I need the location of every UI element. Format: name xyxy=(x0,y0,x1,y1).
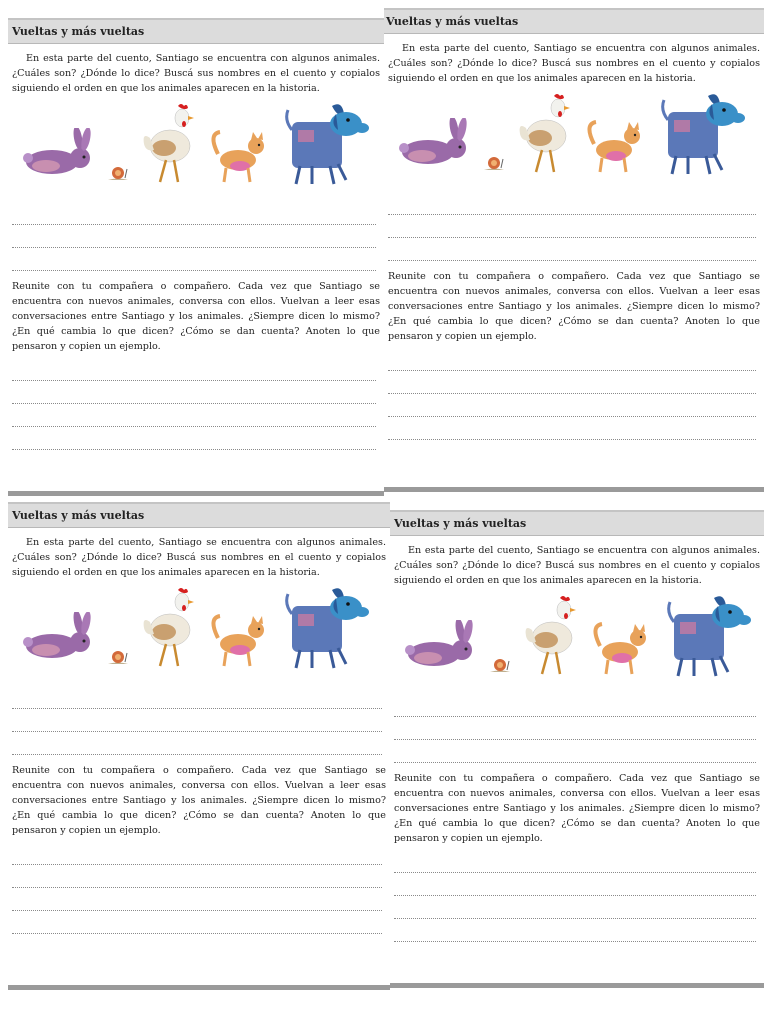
answer-lines-1 xyxy=(384,214,764,261)
instructions-paragraph-2: Reunite con tu compañera o compañero. Cada vez que Santiago se encuentra con nuevos animales, conversa con ellos. Vuelvan a leer esas conversaciones entre Santiago y los animales. ¿Siempre dicen lo mismo? ¿En qué cambia lo que dicen? ¿Cómo se dan cuenta? Anoten lo que pensaron y copien un ejemplo. xyxy=(394,773,760,844)
cat-icon xyxy=(208,608,270,670)
panel-bottom-rule xyxy=(384,487,764,492)
cat-icon xyxy=(208,124,270,186)
rooster-icon xyxy=(140,102,200,186)
answer-lines-2 xyxy=(390,872,764,942)
worksheet-title: Vueltas y más vueltas xyxy=(390,510,764,536)
answer-line[interactable] xyxy=(388,370,756,371)
answer-line[interactable] xyxy=(394,895,756,896)
animals-illustration xyxy=(384,88,764,184)
instructions-paragraph-1: En esta parte del cuento, Santiago se encuentra con algunos animales. ¿Cuáles son? ¿Dónde lo dice? Buscá sus nombres en el cuento y copialos siguiendo el orden en que los animales aparecen en la historia. xyxy=(388,43,760,84)
answer-lines-1 xyxy=(390,716,764,763)
worksheet-title: Vueltas y más vueltas xyxy=(8,18,384,44)
dog-icon xyxy=(284,100,370,188)
rooster-icon xyxy=(516,92,576,176)
instructions-paragraph-1: En esta parte del cuento, Santiago se encuentra con algunos animales. ¿Cuáles son? ¿Dónde lo dice? Buscá sus nombres en el cuento y copialos siguiendo el orden en que los animales aparecen en la historia. xyxy=(12,53,380,94)
answer-line[interactable] xyxy=(12,247,376,248)
snail-icon xyxy=(106,648,130,666)
cat-icon xyxy=(590,616,652,678)
animals-illustration xyxy=(390,590,764,686)
answer-line[interactable] xyxy=(12,270,376,271)
answer-line[interactable] xyxy=(12,731,382,732)
rooster-icon xyxy=(522,594,582,678)
answer-lines-2 xyxy=(8,864,390,934)
answer-line[interactable] xyxy=(12,708,382,709)
answer-line[interactable] xyxy=(388,439,756,440)
answer-line[interactable] xyxy=(388,237,756,238)
answer-lines-1 xyxy=(8,708,390,755)
worksheet-copy-2 xyxy=(384,8,764,492)
answer-line[interactable] xyxy=(394,872,756,873)
answer-line[interactable] xyxy=(12,910,382,911)
answer-line[interactable] xyxy=(394,762,756,763)
animals-illustration xyxy=(8,582,390,678)
answer-line[interactable] xyxy=(388,214,756,215)
answer-line[interactable] xyxy=(12,449,376,450)
answer-line[interactable] xyxy=(12,754,382,755)
rooster-icon xyxy=(140,586,200,670)
worksheet-copy-4 xyxy=(390,510,764,988)
instructions-paragraph-1: En esta parte del cuento, Santiago se encuentra con algunos animales. ¿Cuáles son? ¿Dónde lo dice? Buscá sus nombres en el cuento y copialos siguiendo el orden en que los animales aparecen en la historia. xyxy=(394,545,760,586)
worksheet-title: Vueltas y más vueltas xyxy=(384,8,764,34)
worksheet-title: Vueltas y más vueltas xyxy=(8,502,390,528)
snail-icon xyxy=(488,656,512,674)
snail-icon xyxy=(482,154,506,172)
answer-line[interactable] xyxy=(394,918,756,919)
instructions-paragraph-2: Reunite con tu compañera o compañero. Cada vez que Santiago se encuentra con nuevos animales, conversa con ellos. Vuelvan a leer esas conversaciones entre Santiago y los animales. ¿Siempre dicen lo mismo? ¿En qué cambia lo que dicen? ¿Cómo se dan cuenta? Anoten lo que pensaron y copien un ejemplo. xyxy=(12,765,386,836)
instructions-paragraph-2: Reunite con tu compañera o compañero. Cada vez que Santiago se encuentra con nuevos animales, conversa con ellos. Vuelvan a leer esas conversaciones entre Santiago y los animales. ¿Siempre dicen lo mismo? ¿En qué cambia lo que dicen? ¿Cómo se dan cuenta? Anoten lo que pensaron y copien un ejemplo. xyxy=(12,281,380,352)
answer-line[interactable] xyxy=(12,224,376,225)
instructions-paragraph-1: En esta parte del cuento, Santiago se encuentra con algunos animales. ¿Cuáles son? ¿Dónde lo dice? Buscá sus nombres en el cuento y copialos siguiendo el orden en que los animales aparecen en la historia. xyxy=(12,537,386,578)
answer-line[interactable] xyxy=(12,403,376,404)
answer-lines-1 xyxy=(8,224,384,271)
cat-icon xyxy=(584,114,646,176)
panel-bottom-rule xyxy=(8,491,384,496)
answer-line[interactable] xyxy=(12,426,376,427)
animals-illustration xyxy=(8,98,384,194)
dog-icon xyxy=(660,90,746,178)
answer-line[interactable] xyxy=(12,933,382,934)
rabbit-icon xyxy=(22,128,94,178)
rabbit-icon xyxy=(398,118,470,168)
answer-line[interactable] xyxy=(12,887,382,888)
panel-bottom-rule xyxy=(8,985,390,990)
panel-bottom-rule xyxy=(390,983,764,988)
answer-line[interactable] xyxy=(12,864,382,865)
answer-line[interactable] xyxy=(388,260,756,261)
rabbit-icon xyxy=(404,620,476,670)
rabbit-icon xyxy=(22,612,94,662)
worksheet-copy-3 xyxy=(8,502,390,990)
worksheet-copy-1 xyxy=(8,18,384,496)
answer-line[interactable] xyxy=(388,393,756,394)
answer-line[interactable] xyxy=(12,380,376,381)
answer-lines-2 xyxy=(384,370,764,440)
answer-line[interactable] xyxy=(394,716,756,717)
answer-lines-2 xyxy=(8,380,384,450)
answer-line[interactable] xyxy=(388,416,756,417)
answer-line[interactable] xyxy=(394,941,756,942)
answer-line[interactable] xyxy=(394,739,756,740)
dog-icon xyxy=(666,592,752,680)
dog-icon xyxy=(284,584,370,672)
instructions-paragraph-2: Reunite con tu compañera o compañero. Cada vez que Santiago se encuentra con nuevos animales, conversa con ellos. Vuelvan a leer esas conversaciones entre Santiago y los animales. ¿Siempre dicen lo mismo? ¿En qué cambia lo que dicen? ¿Cómo se dan cuenta? Anoten lo que pensaron y copien un ejemplo. xyxy=(388,271,760,342)
snail-icon xyxy=(106,164,130,182)
